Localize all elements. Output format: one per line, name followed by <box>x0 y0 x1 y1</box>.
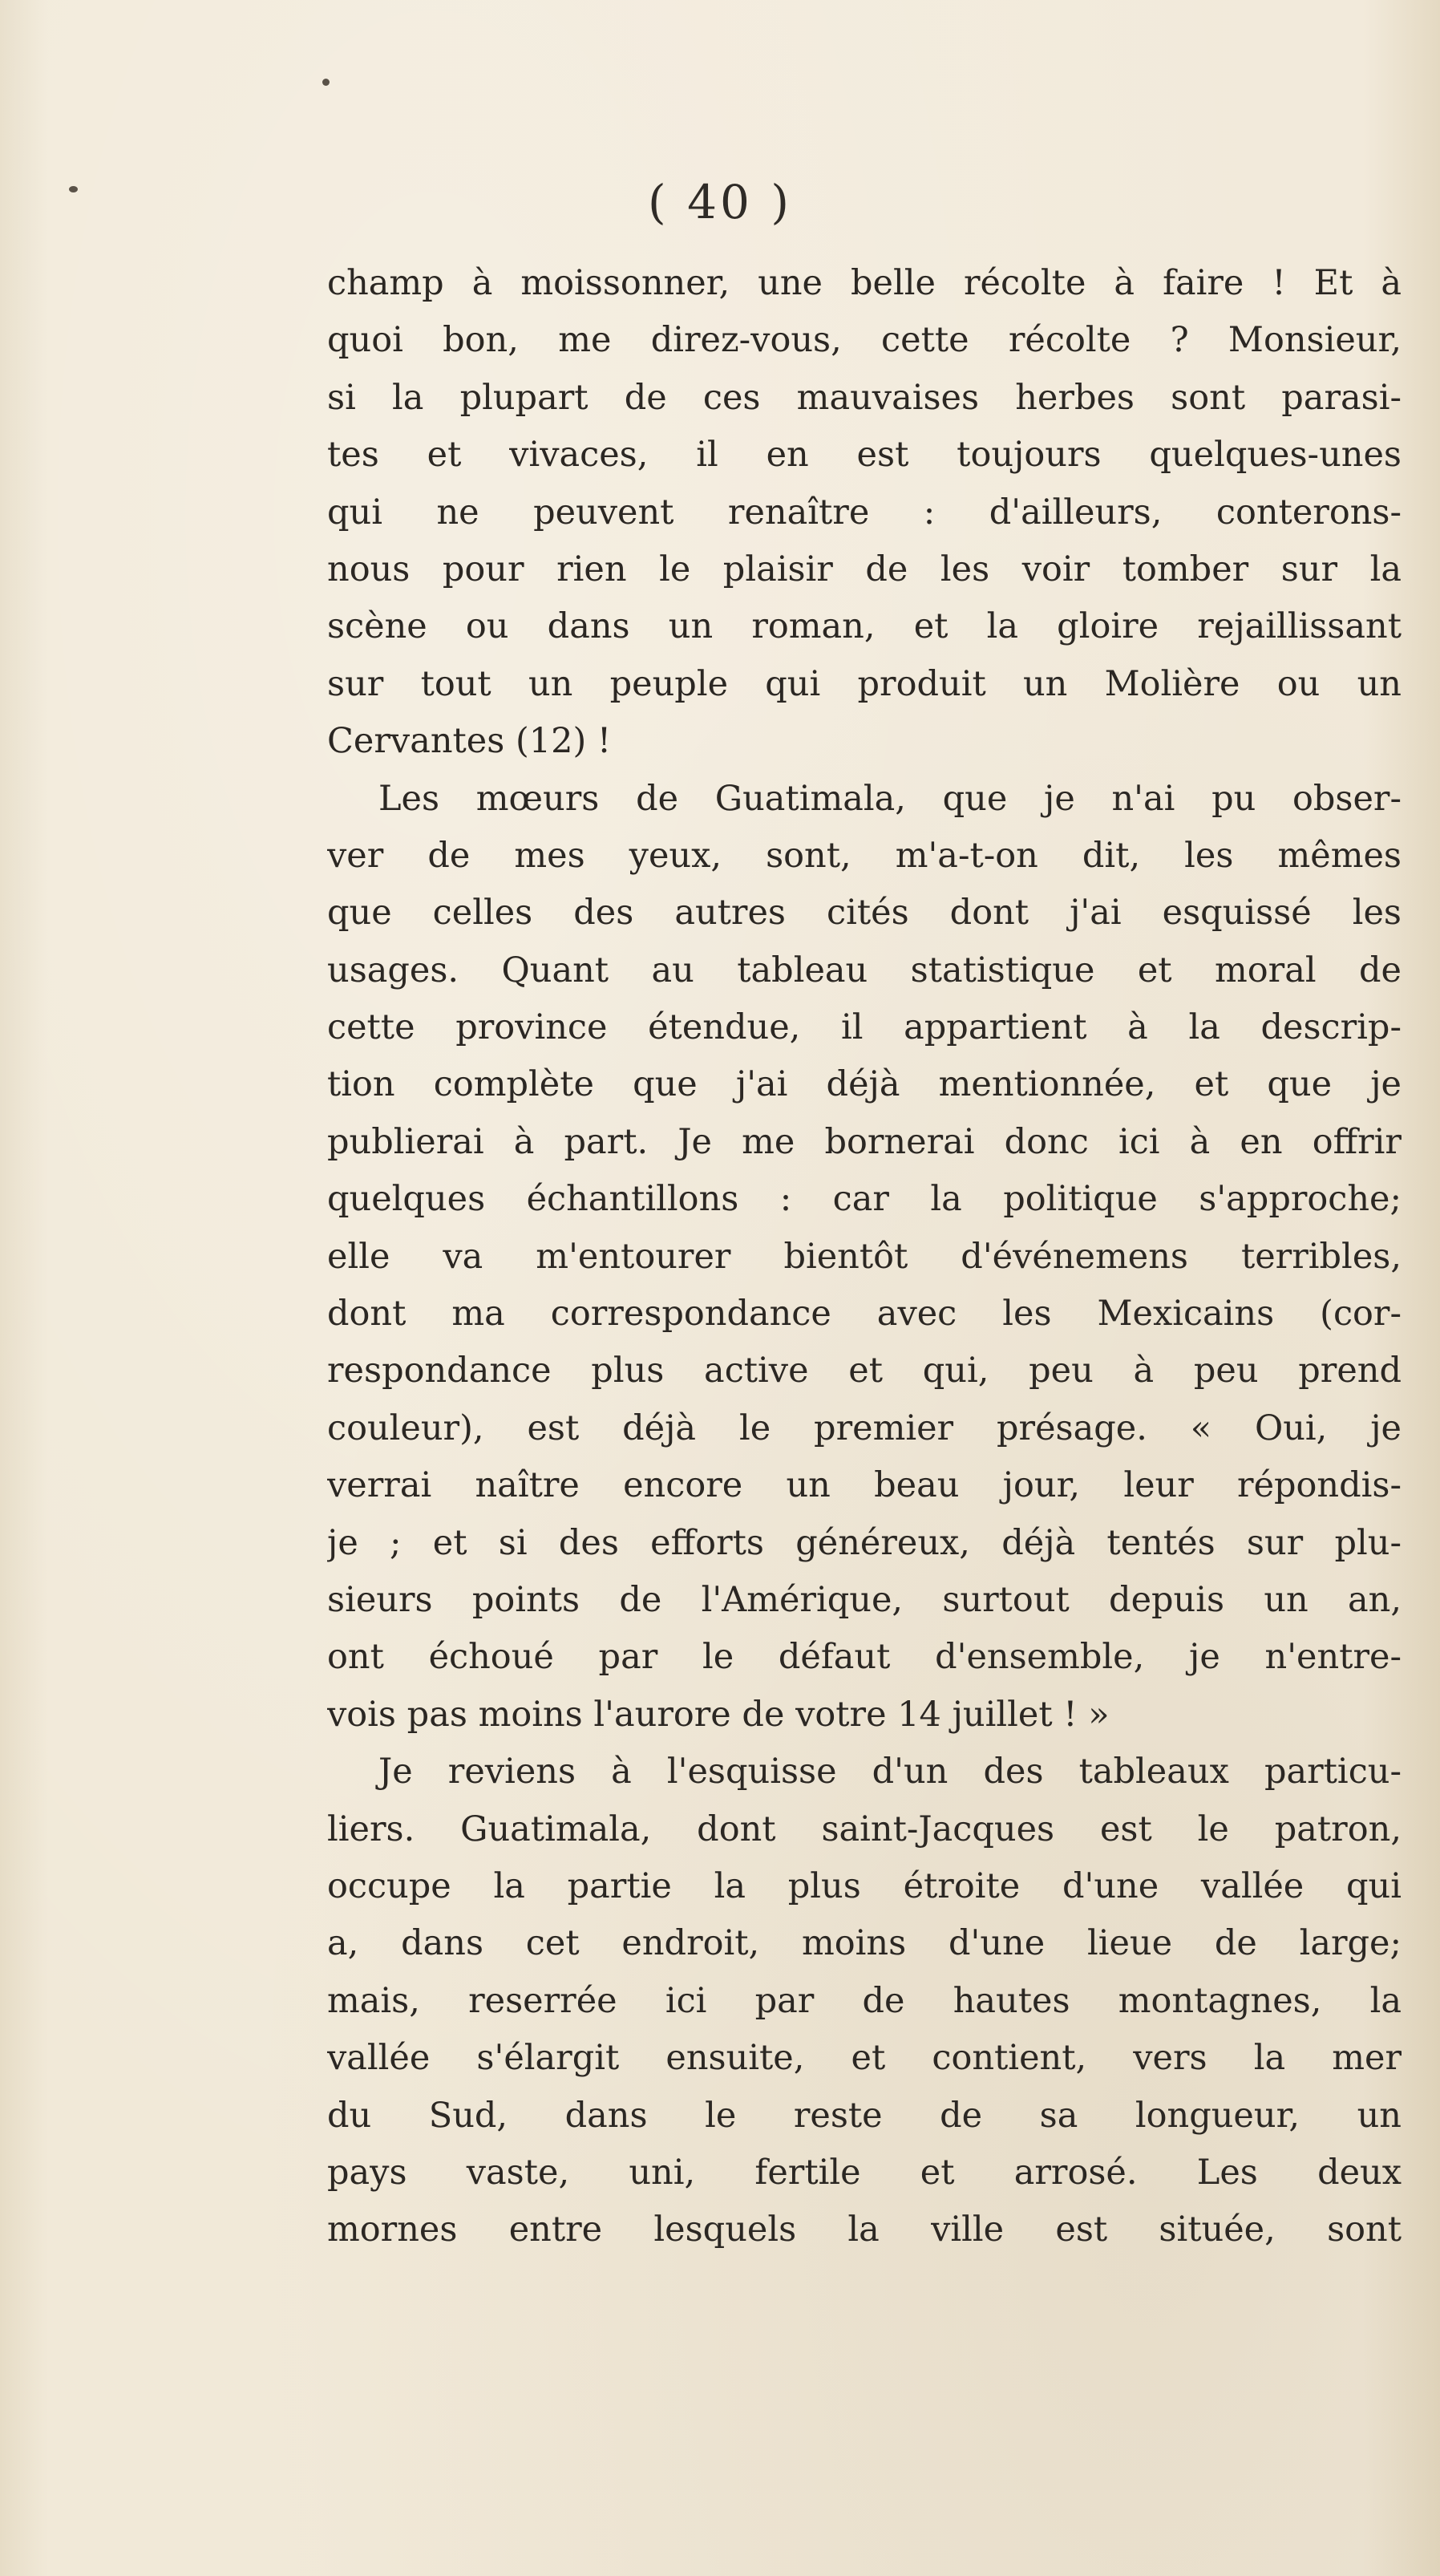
text-line: usages. Quant au tableau statistique et moral de <box>327 950 1402 990</box>
text-line: couleur), est déjà le premier présage. « Oui, je <box>327 1407 1402 1448</box>
text-line: vois pas moins l'aurore de votre 14 juillet ! » <box>327 1694 1110 1735</box>
text-line: ont échoué par le défaut d'ensemble, je n'entre- <box>327 1637 1402 1678</box>
text-line: tes et vivaces, il en est toujours quelques-unes <box>327 435 1402 476</box>
text-line: mais, reserrée ici par de hautes montagnes, la <box>327 1980 1402 2021</box>
text-line: a, dans cet endroit, moins d'une lieue de large; <box>327 1923 1402 1964</box>
text-line: pays vaste, uni, fertile et arrosé. Les deux <box>327 2152 1402 2193</box>
paragraph-1 <box>327 255 1402 771</box>
text-line: dont ma correspondance avec les Mexicains (cor- <box>327 1294 1402 1335</box>
text-line: publierai à part. Je me bornerai donc ici à en offrir <box>327 1121 1402 1162</box>
text-line: vallée s'élargit ensuite, et contient, vers la mer <box>327 2038 1402 2079</box>
text-line: qui ne peuvent renaître : d'ailleurs, conterons- <box>327 492 1402 533</box>
text-line: tion complète que j'ai déjà mentionnée, et que je <box>327 1064 1402 1105</box>
text-line: nous pour rien le plaisir de les voir tomber sur la <box>327 549 1402 589</box>
text-line: Cervantes (12) ! <box>327 721 612 762</box>
text-line: si la plupart de ces mauvaises herbes sont parasi- <box>327 377 1402 418</box>
text-line: du Sud, dans le reste de sa longueur, un <box>327 2095 1402 2136</box>
text-line: que celles des autres cités dont j'ai esquissé les <box>327 893 1402 934</box>
text-line: Je reviens à l'esquisse d'un des tableaux particu- <box>378 1752 1402 1792</box>
text-line: respondance plus active et qui, peu à peu prend <box>327 1351 1402 1391</box>
text-line: verrai naître encore un beau jour, leur répondis- <box>327 1465 1402 1506</box>
page-number: ( 40 ) <box>648 175 792 229</box>
body-text <box>327 255 1402 2259</box>
text-line: scène ou dans un roman, et la gloire rejaillissant <box>327 606 1402 647</box>
text-line: occupe la partie la plus étroite d'une vallée qui <box>327 1865 1402 1906</box>
paper-speck <box>322 79 330 86</box>
text-line: Les mœurs de Guatimala, que je n'ai pu obser- <box>378 778 1402 819</box>
text-line: cette province étendue, il appartient à la descrip- <box>327 1007 1402 1048</box>
text-line: sieurs points de l'Amérique, surtout depuis un an, <box>327 1579 1402 1620</box>
text-line: sur tout un peuple qui produit un Molière ou un <box>327 663 1402 704</box>
text-line: elle va m'entourer bientôt d'événemens terribles, <box>327 1236 1402 1277</box>
text-line: quelques échantillons : car la politique s'approche; <box>327 1179 1402 1220</box>
text-line: je ; et si des efforts généreux, déjà tentés sur plu- <box>327 1522 1402 1563</box>
text-line: mornes entre lesquels la ville est située, sont <box>327 2209 1402 2250</box>
paragraph-3 <box>327 1744 1402 2259</box>
text-line: quoi bon, me direz-vous, cette récolte ? Monsieur, <box>327 320 1402 361</box>
text-line: liers. Guatimala, dont saint-Jacques est le patron, <box>327 1808 1402 1849</box>
text-line: champ à moissonner, une belle récolte à faire ! Et à <box>327 263 1402 303</box>
text-line: ver de mes yeux, sont, m'a-t-on dit, les mêmes <box>327 835 1402 876</box>
paragraph-2 <box>327 771 1402 1744</box>
